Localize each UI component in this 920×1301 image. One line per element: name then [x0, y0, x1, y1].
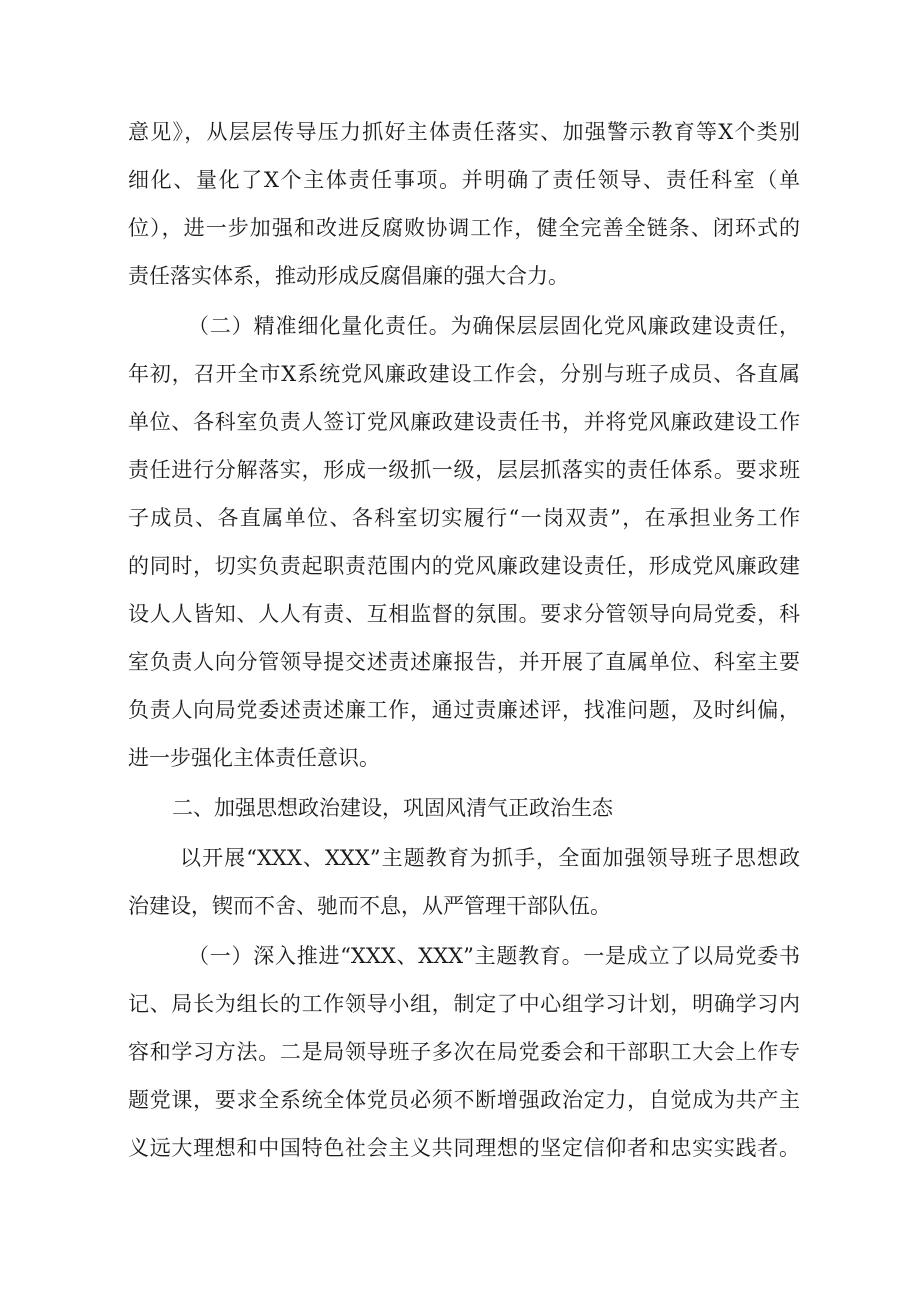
- text-line: 治建设，锲而不舍、驰而不息，从严管理干部队伍。: [128, 894, 611, 918]
- text-line: 单位、各科室负责人签订党风廉政建设责任书，并将党风廉政建设工作: [128, 410, 800, 434]
- text-line: 负责人向局党委述责述廉工作，通过责廉述评，找准问题，及时纠偏，: [128, 698, 800, 722]
- text-line: 义远大理想和中国特色社会主义共同理想的坚定信仰者和忠实实践者。: [128, 1136, 800, 1160]
- text-line: 的同时，切实负责起职责范围内的党风廉政建设责任，形成党风廉政建: [128, 554, 800, 578]
- text-line: 责任进行分解落实，形成一级抓一级，层层抓落实的责任体系。要求班: [128, 458, 800, 482]
- text-line: 年初，召开全市X系统党风廉政建设工作会，分别与班子成员、各直属: [128, 362, 800, 386]
- text-line: 容和学习方法。二是局领导班子多次在局党委会和干部职工大会上作专: [128, 1040, 800, 1064]
- text-line: 责任落实体系，推动形成反腐倡廉的强大合力。: [128, 264, 569, 288]
- text-line: 设人人皆知、人人有责、互相监督的氛围。要求分管领导向局党委，科: [128, 602, 800, 626]
- text-line: 意见》，从层层传导压力抓好主体责任落实、加强警示教育等X个类别: [128, 120, 800, 144]
- text-line: 室负责人向分管领导提交述责述廉报告，并开展了直属单位、科室主要: [128, 650, 800, 674]
- text-line: 细化、量化了X个主体责任事项。并明确了责任领导、责任科室（单: [128, 168, 800, 192]
- text-line: 记、局长为组长的工作领导小组，制定了中心组学习计划，明确学习内: [128, 992, 800, 1016]
- text-line: 位），进一步加强和改进反腐败协调工作，健全完善全链条、闭环式的: [128, 216, 800, 240]
- text-line: 题党课，要求全系统全体党员必须不断增强政治定力，自觉成为共产主: [128, 1088, 800, 1112]
- section-heading: 二、加强思想政治建设，巩固风清气正政治生态: [172, 796, 613, 820]
- text-line: （二）精准细化量化责任。为确保层层固化党风廉政建设责任，: [188, 314, 800, 338]
- text-line: 进一步强化主体责任意识。: [128, 746, 380, 770]
- text-line: 以开展“XXX、XXX”主题教育为抓手，全面加强领导班子思想政: [180, 846, 800, 870]
- text-line: （一）深入推进“XXX、XXX”主题教育。一是成立了以局党委书: [188, 944, 800, 968]
- text-line: 子成员、各直属单位、各科室切实履行“一岗双责”，在承担业务工作: [128, 506, 800, 530]
